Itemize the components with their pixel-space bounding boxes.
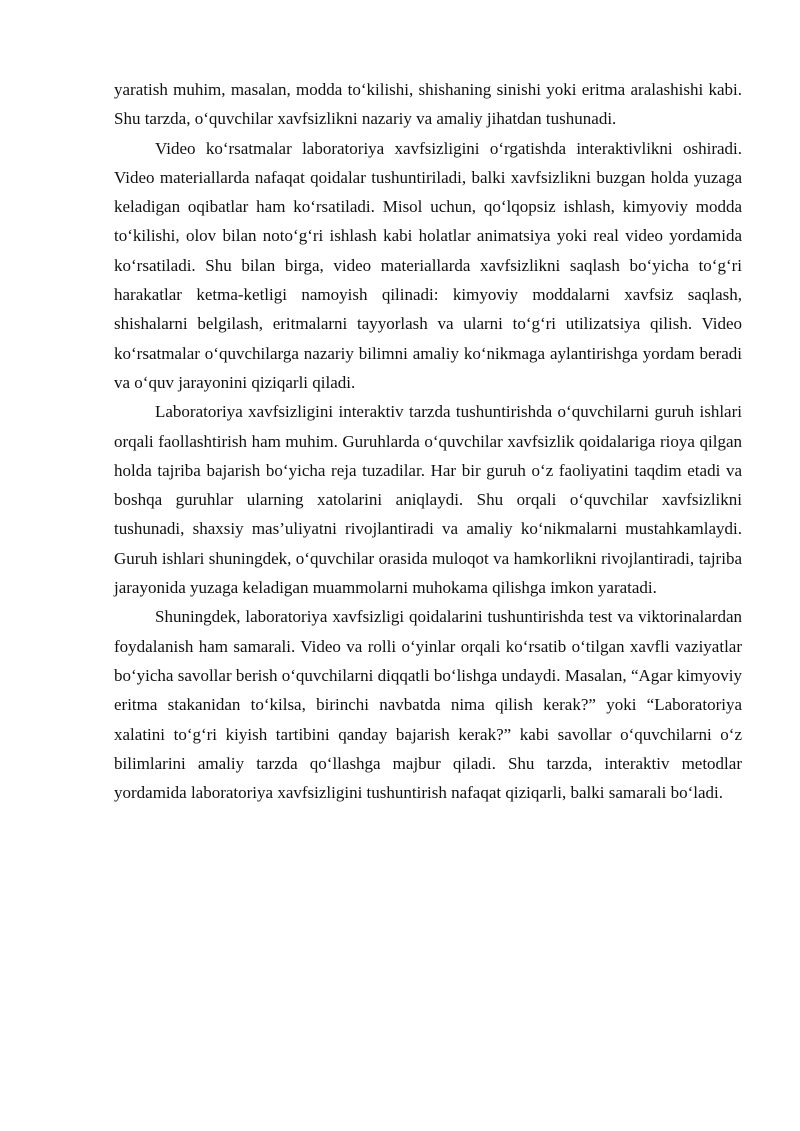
- body-text: [114, 75, 742, 807]
- paragraph-continuation: yaratish muhim, masalan, modda to‘kilishi, shishaning sinishi yoki eritma aralashishi kabi. Shu tarzda, o‘quvchilar xavfsizlikni nazariy va amaliy jihatdan tushunadi.: [114, 80, 742, 129]
- paragraph-tests-quizzes: Shuningdek, laboratoriya xavfsizligi qoidalarini tushuntirishda test va viktorinalardan foydalanish ham samarali. Video va rolli o‘yinlar orqali ko‘rsatib o‘tilgan xavfli vaziyatlar bo‘yicha savollar berish o‘quvchilarni diqqatli bo‘lishga undaydi. Masalan, “Agar kimyoviy eritma stakanidan to‘kilsa, birinchi navbatda nima qilish kerak?” yoki “Laboratoriya xalatini to‘g‘ri kiyish tartibini qanday bajarish kerak?” kabi savollar o‘quvchilarni o‘z bilimlarini amaliy tarzda qo‘llashga majbur qiladi. Shu tarzda, interaktiv metodlar yordamida laboratoriya xavfsizligini tushuntirish nafaqat qiziqarli, balki samarali bo‘ladi.: [114, 607, 742, 803]
- paragraph-video-instructions: Video ko‘rsatmalar laboratoriya xavfsizligini o‘rgatishda interaktivlikni oshiradi. Video materiallarda nafaqat qoidalar tushuntiriladi, balki xavfsizlikni buzgan holda yuzaga keladigan oqibatlar ham ko‘rsatiladi. Misol uchun, qo‘lqopsiz ishlash, kimyoviy modda to‘kilishi, olov bilan noto‘g‘ri ishlash kabi holatlar animatsiya yoki real video yordamida ko‘rsatiladi. Shu bilan birga, video materiallarda xavfsizlikni saqlash bo‘yicha to‘g‘ri harakatlar ketma-ketligi namoyish qilinadi: kimyoviy moddalarni xavfsiz saqlash, shishalarni belgilash, eritmalarni tayyorlash va ularni to‘g‘ri utilizatsiya qilish. Video ko‘rsatmalar o‘quvchilarga nazariy bilimni amaliy ko‘nikmaga aylantirishga yordam beradi va o‘quv jarayonini qiziqarli qiladi.: [114, 138, 742, 392]
- paragraph-group-work: Laboratoriya xavfsizligini interaktiv tarzda tushuntirishda o‘quvchilarni guruh ishlari orqali faollashtirish ham muhim. Guruhlarda o‘quvchilar xavfsizlik qoidalariga rioya qilgan holda tajriba bajarish bo‘yicha reja tuzadilar. Har bir guruh o‘z faoliyatini taqdim etadi va boshqa guruhlar ularning xatolarini aniqlaydi. Shu orqali o‘quvchilar xavfsizlikni tushunadi, shaxsiy mas’uliyatni rivojlantiradi va amaliy ko‘nikmalarni mustahkamlaydi. Guruh ishlari shuningdek, o‘quvchilar orasida muloqot va hamkorlikni rivojlantiradi, tajriba jarayonida yuzaga keladigan muammolarni muhokama qilishga imkon yaratadi.: [114, 402, 742, 598]
